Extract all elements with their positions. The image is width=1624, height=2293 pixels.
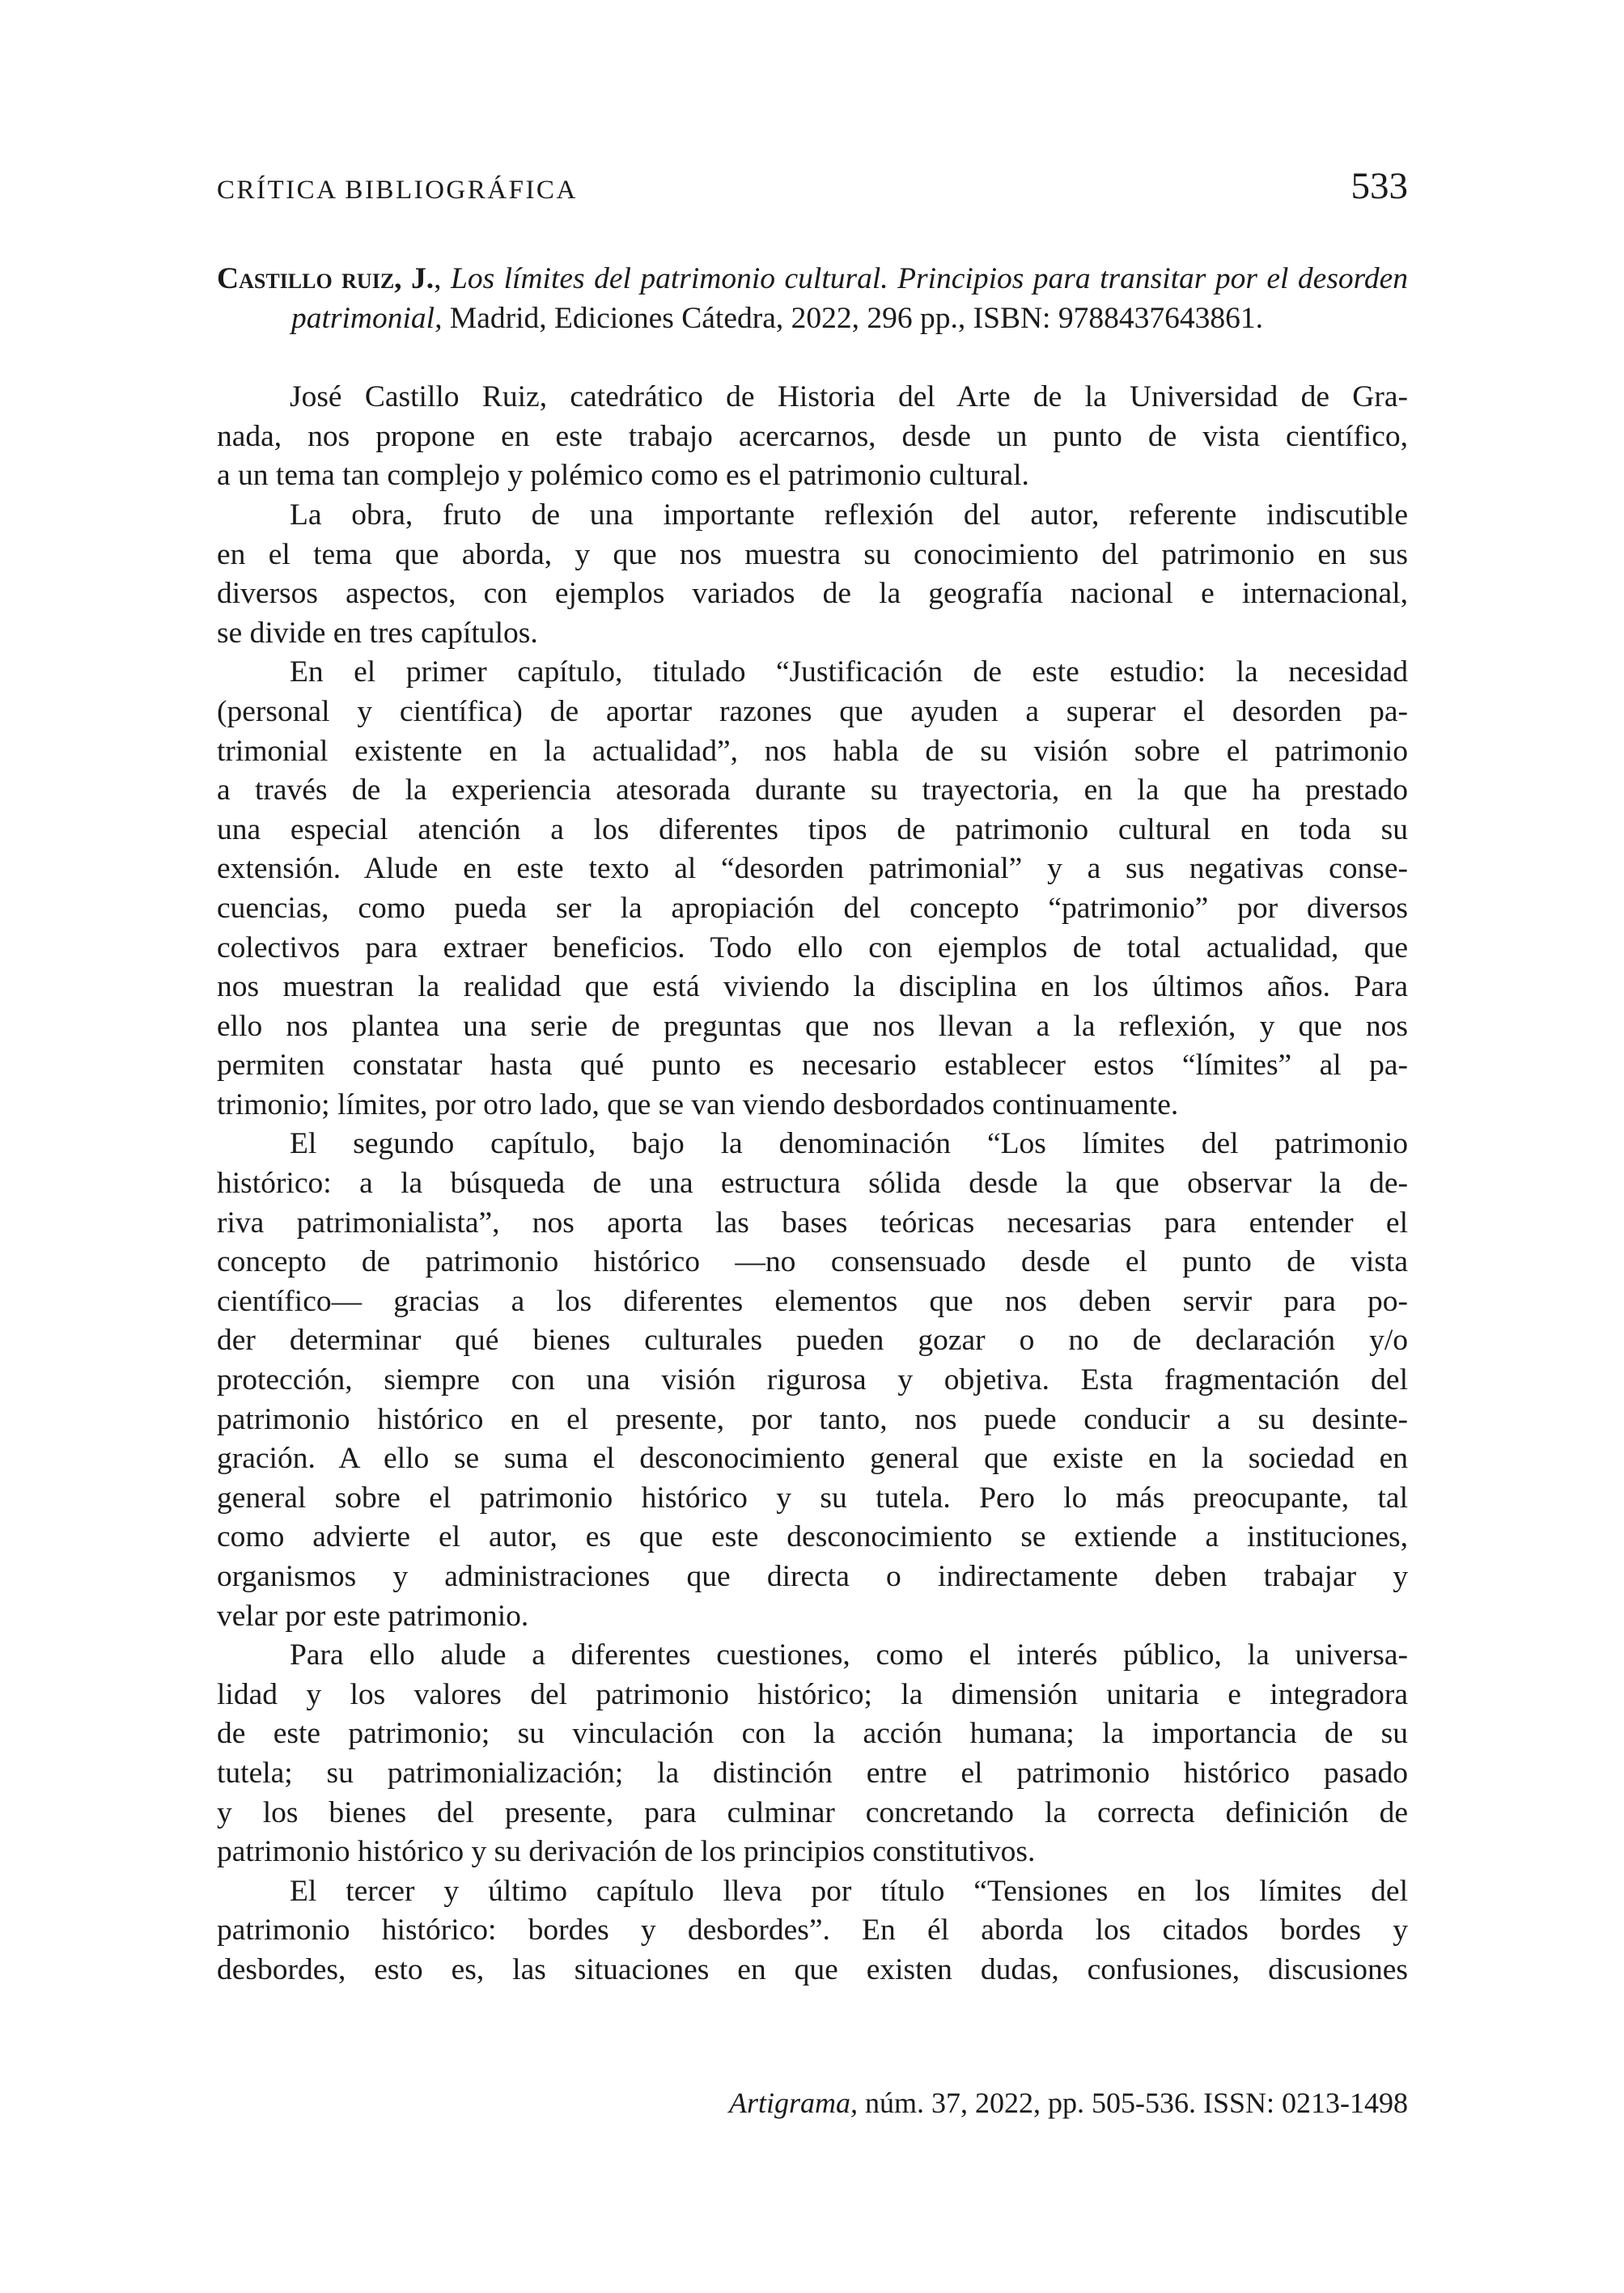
text-line: se divide en tres capítulos.: [217, 616, 538, 650]
text-line: gración. A ello se suma el desconocimiento general que existe en la sociedad en: [217, 1442, 1408, 1476]
text-line: der determinar qué bienes culturales pueden gozar o no de declaración y/o: [217, 1324, 1408, 1358]
section-title: CRÍTICA BIBLIOGRÁFICA: [217, 176, 578, 205]
text-line: tutela; su patrimonialización; la distinción entre el patrimonio histórico pasado: [217, 1756, 1408, 1790]
citation-separator: ,: [434, 262, 451, 295]
text-line: (personal y científica) de aportar razones que ayuden a superar el desorden pa-: [217, 694, 1408, 728]
text-line: como advierte el autor, es que este desconocimiento se extiende a instituciones,: [217, 1520, 1408, 1554]
text-line: nos muestran la realidad que está viviendo la disciplina en los últimos años. Para: [217, 970, 1408, 1004]
text-line: riva patrimonialista”, nos aporta las bases teóricas necesarias para entender el: [217, 1206, 1408, 1240]
journal-issue-info: núm. 37, 2022, pp. 505-536. ISSN: 0213-1498: [857, 2086, 1408, 2119]
text-line: José Castillo Ruiz, catedrático de Historia del Arte de la Universidad de Gra-: [290, 380, 1408, 414]
text-line: histórico: a la búsqueda de una estructura sólida desde la que observar la de-: [217, 1167, 1408, 1201]
text-line: en el tema que aborda, y que nos muestra su conocimiento del patrimonio en sus: [217, 537, 1408, 571]
book-citation: [217, 260, 1408, 338]
text-line: una especial atención a los diferentes tipos de patrimonio cultural en toda su: [217, 812, 1408, 846]
text-line: El segundo capítulo, bajo la denominación “Los límites del patrimonio: [290, 1127, 1408, 1161]
text-line: En el primer capítulo, titulado “Justificación de este estudio: la necesidad: [290, 655, 1408, 689]
text-line: velar por este patrimonio.: [217, 1599, 529, 1633]
text-line: permiten constatar hasta qué punto es necesario establecer estos “límites” al pa-: [217, 1049, 1408, 1083]
text-line: patrimonio histórico y su derivación de los principios constitutivos.: [217, 1835, 1036, 1869]
text-line: y los bienes del presente, para culminar concretando la correcta definición de: [217, 1795, 1408, 1829]
text-line: protección, siempre con una visión rigurosa y objetiva. Esta fragmentación del: [217, 1363, 1408, 1397]
text-line: trimonio; límites, por otro lado, que se van viendo desbordados continuamente.: [217, 1087, 1179, 1121]
text-line: patrimonio histórico en el presente, por tanto, nos puede conducir a su desinte-: [217, 1402, 1408, 1436]
text-line: extensión. Alude en este texto al “desorden patrimonial” y a sus negativas conse-: [217, 852, 1408, 886]
text-line: concepto de patrimonio histórico —no consensuado desde el punto de vista: [217, 1245, 1408, 1279]
article-body: [217, 378, 1408, 1990]
text-line: nada, nos propone en este trabajo acercarnos, desde un punto de vista científico,: [217, 419, 1408, 453]
text-line: trimonial existente en la actualidad”, nos habla de su visión sobre el patrimonio: [217, 734, 1408, 768]
text-line: patrimonio histórico: bordes y desbordes”. En él aborda los citados bordes y: [217, 1914, 1408, 1948]
text-line: a través de la experiencia atesorada durante su trayectoria, en la que ha prestado: [217, 774, 1408, 807]
text-line: El tercer y último capítulo lleva por título “Tensiones en los límites del: [290, 1874, 1408, 1908]
text-line: a un tema tan complejo y polémico como es el patrimonio cultural.: [217, 459, 1029, 493]
text-line: colectivos para extraer beneficios. Todo ello con ejemplos de total actualidad, que: [217, 930, 1408, 964]
text-line: ello nos plantea una serie de preguntas que nos llevan a la reflexión, y que nos: [217, 1009, 1408, 1043]
text-line: organismos y administraciones que directa o indirectamente deben trabajar y: [217, 1560, 1408, 1593]
page-header: [217, 164, 1408, 208]
text-line: lidad y los valores del patrimonio histórico; la dimensión unitaria e integradora: [217, 1677, 1408, 1711]
journal-name: Artigrama,: [728, 2086, 858, 2119]
text-line: cuencias, como pueda ser la apropiación del concepto “patrimonio” por diversos: [217, 891, 1408, 925]
citation-author: Castillo ruiz, J.: [217, 262, 435, 295]
page-number: 533: [1351, 165, 1408, 207]
text-line: científico— gracias a los diferentes elementos que nos deben servir para po-: [217, 1284, 1408, 1318]
text-line: La obra, fruto de una importante reflexión del autor, referente indiscutible: [290, 498, 1408, 532]
text-line: diversos aspectos, con ejemplos variados de la geografía nacional e internacional,: [217, 577, 1408, 611]
text-line: desbordes, esto es, las situaciones en que existen dudas, confusiones, discusiones: [217, 1952, 1408, 1986]
citation-publication-info: Madrid, Ediciones Cátedra, 2022, 296 pp., ISBN: 9788437643861.: [442, 301, 1263, 335]
text-line: Para ello alude a diferentes cuestiones, como el interés público, la universa-: [290, 1638, 1408, 1672]
citation-book-title: Los límites del patrimonio cultural. Principios para transitar por el desorden patrimonial,: [291, 262, 1409, 335]
text-line: de este patrimonio; su vinculación con la acción humana; la importancia de su: [217, 1717, 1408, 1751]
page-footer: [217, 2086, 1408, 2120]
text-line: general sobre el patrimonio histórico y su tutela. Pero lo más preocupante, tal: [217, 1481, 1408, 1515]
